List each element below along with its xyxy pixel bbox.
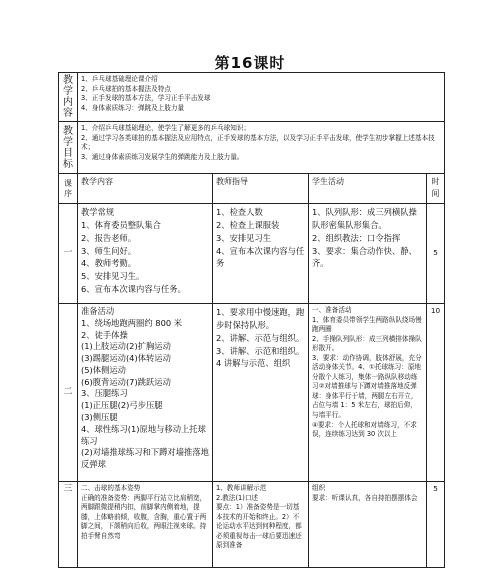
content-line: 1、绕场地跑两圈约 800 米 bbox=[81, 317, 183, 328]
guidance-line: 3、安排见习生 bbox=[216, 232, 272, 243]
content-line: 3、师生问好。 bbox=[81, 245, 137, 256]
table-row bbox=[59, 482, 445, 568]
objective-goal-item: 2、通过学习各类球拍的基本握法及应用特点，正手发球的基本方法，以及学习正手平击发球，使学生初步掌握上述基本技术； bbox=[81, 133, 435, 152]
lesson-plan-table bbox=[58, 72, 445, 568]
content-line: (2)对墙推球练习和下蹲对墙推落地反弹球 bbox=[81, 447, 209, 470]
header-activity: 学生活动 bbox=[309, 174, 427, 204]
row-content bbox=[78, 204, 213, 304]
content-line: 教学常规 bbox=[81, 207, 115, 217]
content-line: 3、压腿练习 bbox=[81, 388, 128, 399]
row-time: 5 bbox=[427, 204, 445, 304]
activity-line: ④要求：个人托球和对墙练习，不求误，连续练习达到 30 次以上 bbox=[312, 420, 417, 439]
guidance-line: 1、要求用中慢速跑，跑步时保持队形。 bbox=[216, 307, 305, 330]
objective-goal-item: 3、通过身体素质练习发展学生的弹跳能力及上肢力量。 bbox=[81, 152, 244, 161]
guidance-line: 1、检查人数 bbox=[216, 207, 263, 217]
row-activity bbox=[309, 482, 427, 568]
activity-line: 一、准备活动 bbox=[312, 306, 352, 314]
content-line: (6)腹背运动(7)跳跃运动 bbox=[81, 376, 171, 387]
guidance-line: 1、教师讲解示范 bbox=[216, 484, 267, 492]
objectives-goal-label: 教学目标 bbox=[59, 122, 78, 174]
lesson-title: 第16课时 bbox=[214, 54, 286, 72]
row-time: 10 bbox=[427, 304, 445, 482]
guidance-line: 2.教法(1)口述 bbox=[216, 493, 259, 502]
row-guidance bbox=[213, 304, 309, 482]
row-content bbox=[78, 482, 213, 568]
activity-line: 1、体育委员带领学生两路纵队绕场慢跑两圈 bbox=[312, 315, 422, 334]
content-line: 2、徒手体操 bbox=[81, 329, 128, 340]
row-activity bbox=[309, 304, 427, 482]
row-guidance bbox=[213, 482, 309, 568]
activity-line: 3、要求：集合动作快、静、齐。 bbox=[312, 245, 417, 269]
objectives-content-label: 教学内容 bbox=[59, 73, 78, 122]
row-guidance bbox=[213, 204, 309, 304]
header-content: 教学内容 bbox=[78, 174, 213, 204]
content-line: 二、击球的基本姿势 bbox=[81, 484, 141, 492]
objective-content-item: 3、正手发球的基本方法，学习正手平击发球 bbox=[81, 94, 211, 103]
row-order: 一 bbox=[59, 204, 78, 304]
objectives-goal-cell bbox=[78, 122, 445, 174]
content-line: 1、体育委员整队集合 bbox=[81, 219, 161, 230]
objectives-content-cell bbox=[78, 73, 445, 122]
activity-line: 要求：听课认真，各自持拍摆摆体会 bbox=[312, 493, 418, 502]
row-order: 三 bbox=[59, 482, 78, 568]
objective-content-item: 1、乒乓球基础理论课介绍 bbox=[81, 75, 158, 83]
guidance-line: 3、讲解、示范和组织。 bbox=[216, 345, 305, 356]
row-time: 5 bbox=[427, 482, 445, 568]
header-order: 课序 bbox=[59, 174, 78, 204]
content-line: 准备活动 bbox=[81, 306, 115, 316]
guidance-line: 要点：1）准备姿势是一切基本技术的开始和终止。2）不论运动水平达到何种程度，都必须重视每击一球后要迅速还原到准备 bbox=[216, 503, 302, 550]
table-header-row bbox=[59, 174, 445, 204]
objective-content-item: 2、乒乓球拍的基本握法及特点 bbox=[81, 84, 171, 93]
objectives-goal-row bbox=[59, 122, 445, 174]
guidance-line: 4、宣布本次课内容与任务 bbox=[216, 245, 305, 269]
row-activity bbox=[309, 204, 427, 304]
content-line: 5、安排见习生。 bbox=[81, 271, 145, 282]
content-line: (3)踢腿运动(4)体转运动 bbox=[81, 353, 171, 364]
table-row bbox=[59, 304, 445, 482]
activity-line: 3、要求：动作协调，肢体舒展，充分活动身体关节。4、①托球练习：原地分散个人练习，集体一路纵队移动练习②对墙推球与下蹲对墙推落地反弹球：身体平行于墙，两腿左右开立，占位与墙 1：5 米左右，球拍后仰，与墙平行。 bbox=[312, 353, 422, 420]
content-line: (5)体侧运动 bbox=[81, 364, 126, 375]
content-line: 4、教师考勤。 bbox=[81, 258, 137, 269]
objective-goal-item: 1、介绍乒乓球基础理论，使学生了解更多的乒乓球知识； bbox=[81, 124, 251, 132]
activity-line: 1、队列队形：成三列横队操队形密集队形集合。 bbox=[312, 207, 417, 230]
header-guidance: 教师指导 bbox=[213, 174, 309, 204]
activity-line: 组织 bbox=[312, 484, 326, 492]
header-time: 时间 bbox=[427, 174, 445, 204]
guidance-line: 2、讲解、示范与组织。 bbox=[216, 332, 305, 343]
table-row bbox=[59, 204, 445, 304]
content-line: (1)上肢运动(2)扩胸运动 bbox=[81, 341, 171, 352]
row-order: 二 bbox=[59, 304, 78, 482]
content-line: 2、报告老师。 bbox=[81, 232, 137, 243]
guidance-line: 4 讲解与示范、组织 bbox=[216, 358, 291, 369]
guidance-line: 2、检查上课服装 bbox=[216, 219, 280, 230]
row-content bbox=[78, 304, 213, 482]
content-line: (3)侧压腿 bbox=[81, 412, 118, 423]
activity-line: 2、手操队列队形：成三列横排体操队形散开。 bbox=[312, 334, 422, 353]
activity-line: 2、组织教法：口令指挥 bbox=[312, 232, 401, 243]
content-line: (1)正压腿(2)弓步压腿 bbox=[81, 400, 163, 411]
content-line: 正确的准备姿势：两脚平行站立比肩稍宽，两脚跟微提稍内扣，前脚掌内侧着地，提膝，上体略前倾，收腹，含胸，重心置于两脚之间，下颌稍向后收，两眼注视来球。持拍手臂自然弯 bbox=[81, 493, 207, 540]
objective-content-item: 4、身体素质练习：弹跳及上肢力量 bbox=[81, 103, 185, 112]
content-line: 6、宣布本次课内容与任务。 bbox=[81, 284, 186, 295]
content-line: 4、球性练习(1)原地与移动上托球练习 bbox=[81, 423, 206, 446]
objectives-content-row bbox=[59, 73, 445, 122]
